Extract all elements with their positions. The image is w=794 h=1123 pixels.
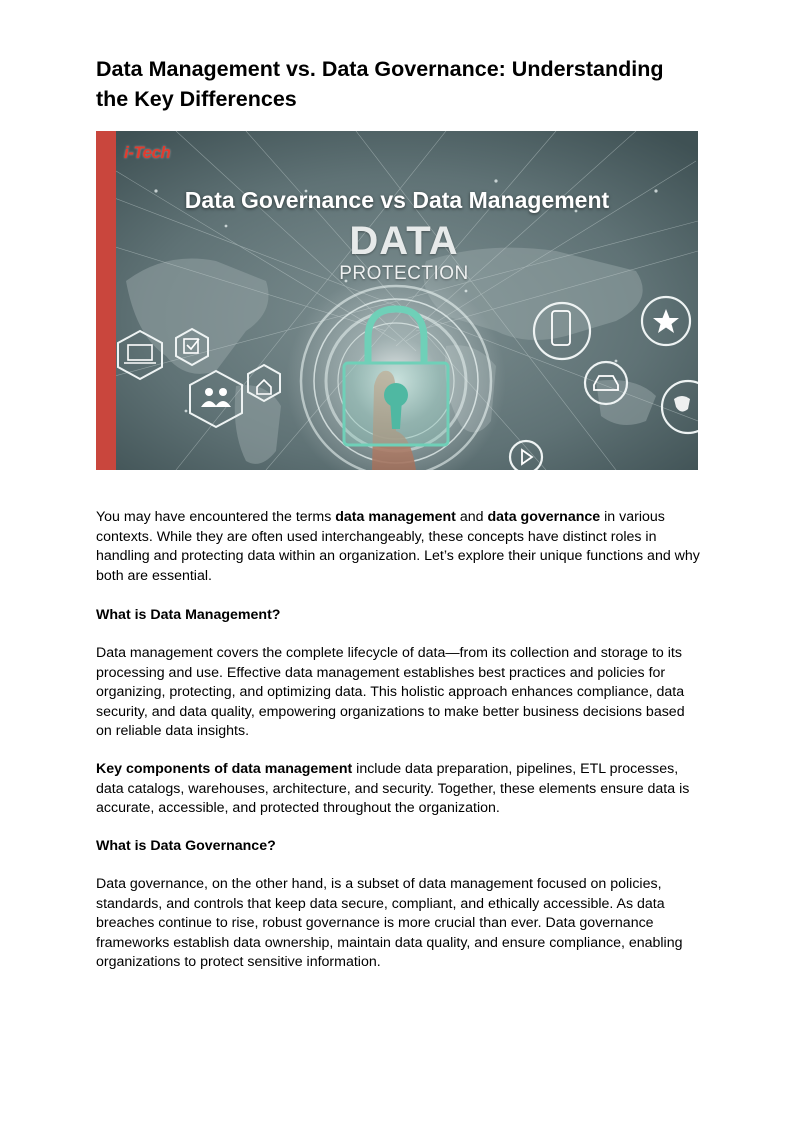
intro-term-data-management: data management	[335, 509, 456, 525]
company-logo: i-Tech	[124, 143, 171, 162]
key-components-label: Key components of data management	[96, 761, 353, 777]
intro-term-data-governance: data governance	[487, 509, 601, 525]
key-components-text: include data preparation, pipelines, ETL processes, data catalogs, warehouses, architecture, and security. Together, these elements ensure data is accurate, accessible, and protected throughout the organization.	[96, 761, 690, 817]
data-management-paragraph: Data management covers the complete lifecycle of data—from its collection and storage to its processing and use. Effective data management establishes best practices and policies for organizing, protecting, and optimizing data. This holistic approach enhances compliance, data security, and data quality, empowering organizations to make better business decisions based on reliable data insights.	[96, 645, 685, 740]
hero-sub-word: PROTECTION	[339, 263, 469, 284]
intro-text-2: and	[455, 509, 488, 525]
data-governance-paragraph: Data governance, on the other hand, is a subset of data management focused on policies, standards, and controls that keep data secure, compliant, and ethically accessible. As data breaches continue to rise, robust governance is more crucial than ever. Data governance frameworks establish data ownership, maintain data quality, and ensure compliance, enabling organizations to protect sensitive information.	[96, 876, 683, 971]
intro-paragraph	[96, 508, 700, 586]
hero-headline: Data Governance vs Data Management	[184, 187, 610, 213]
section-heading-data-governance: What is Data Governance?	[96, 838, 276, 854]
section-heading-data-management: What is Data Management?	[96, 607, 281, 623]
hero-image	[96, 131, 698, 470]
hero-big-word: DATA	[349, 219, 459, 263]
intro-text-3: in various contexts. While they are often used interchangeably, these concepts have distinct roles in handling and protecting data within an organization. Let’s explore their unique functions and why both are essential.	[96, 509, 700, 584]
article-title: Data Management vs. Data Governance: Understanding the Key Differences	[96, 57, 664, 111]
intro-text-1: You may have encountered the terms	[96, 509, 336, 525]
key-components-paragraph	[96, 760, 700, 819]
